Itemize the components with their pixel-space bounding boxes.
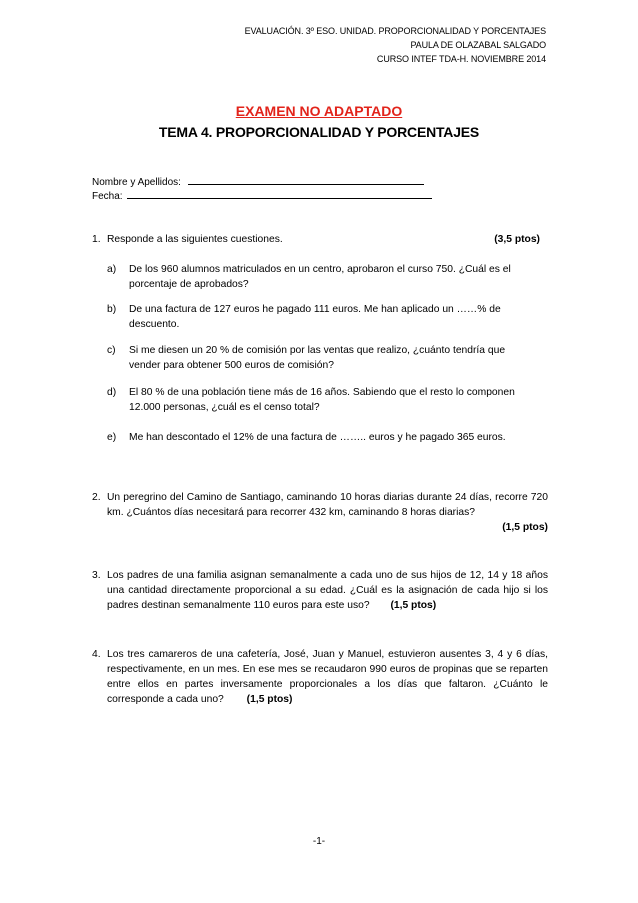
name-field-row xyxy=(92,174,424,188)
sub-question-text: El 80 % de una población tiene más de 16 años. Sabiendo que el resto lo componen 12.000 personas, ¿cuál es el censo total? xyxy=(129,387,515,413)
header-line-1: EVALUACIÓN. 3º ESO. UNIDAD. PROPORCIONALIDAD Y PORCENTAJES xyxy=(244,26,546,36)
question-points: (3,5 ptos) xyxy=(494,234,540,245)
question-points: (1,5 ptos) xyxy=(502,522,548,533)
sub-question-text: De una factura de 127 euros he pagado 111 euros. Me han aplicado un ……% de descuento. xyxy=(129,304,501,330)
question-points: (1,5 ptos) xyxy=(246,694,293,705)
sub-question-text: Me han descontado el 12% de una factura de …….. euros y he pagado 365 euros. xyxy=(129,432,506,443)
date-blank-line[interactable] xyxy=(127,188,432,199)
sub-question-label: d) xyxy=(107,387,117,398)
question-text: Un peregrino del Camino de Santiago, caminando 10 horas diarias durante 24 días, recorre 720 km. ¿Cuántos días necesitará para recorrer 432 km, caminando 8 horas diarias? xyxy=(107,492,548,518)
question-number: 4. xyxy=(92,649,101,660)
sub-question-d xyxy=(107,385,537,415)
sub-question-label: a) xyxy=(107,264,117,275)
exam-topic-title: TEMA 4. PROPORCIONALIDAD Y PORCENTAJES xyxy=(158,124,480,140)
question-number: 2. xyxy=(92,492,101,503)
sub-question-label: e) xyxy=(107,432,117,443)
header-line-2: PAULA DE OLAZABAL SALGADO xyxy=(410,40,546,50)
question-text: Responde a las siguientes cuestiones. xyxy=(107,234,283,245)
question-1 xyxy=(92,232,548,247)
name-label: Nombre y Apellidos: xyxy=(92,177,181,188)
header-line-3: CURSO INTEF TDA-H. NOVIEMBRE 2014 xyxy=(376,54,546,64)
sub-question-e xyxy=(107,430,537,445)
sub-question-label: b) xyxy=(107,304,117,315)
date-label: Fecha: xyxy=(92,191,123,202)
question-text: Los padres de una familia asignan semanalmente a cada uno de sus hijos de 12, 14 y 18 años una cantidad directamente proporcional a su edad. ¿Cuál es la asignación de cada hijo si los padres destinan semanalmente 110 euros para este uso? xyxy=(107,570,548,611)
sub-question-label: c) xyxy=(107,345,116,356)
question-3 xyxy=(92,568,548,613)
date-field-row xyxy=(92,188,432,202)
name-blank-line[interactable] xyxy=(188,174,424,185)
sub-question-b xyxy=(107,302,537,332)
question-text: Los tres camareros de una cafetería, José, Juan y Manuel, estuvieron ausentes 3, 4 y 6 días, respectivamente, en un mes. En ese mes se recaudaron 990 euros de propinas que se reparten entre ellos en partes inversamente proporcionales a los días que faltaron. ¿Cuánto le corresponde a cada uno? xyxy=(107,649,548,705)
page-header xyxy=(245,24,546,66)
sub-question-text: Si me diesen un 20 % de comisión por las ventas que realizo, ¿cuánto tendría que vender para obtener 500 euros de comisión? xyxy=(129,345,506,371)
exam-type-title: EXAMEN NO ADAPTADO xyxy=(235,103,403,119)
sub-question-a xyxy=(107,262,537,292)
question-2 xyxy=(92,490,548,535)
sub-question-text: De los 960 alumnos matriculados en un centro, aprobaron el curso 750. ¿Cuál es el porcentaje de aprobados? xyxy=(129,264,511,290)
question-points: (1,5 ptos) xyxy=(390,600,437,611)
question-number: 3. xyxy=(92,570,101,581)
question-4 xyxy=(92,647,548,707)
sub-question-c xyxy=(107,343,537,373)
page-number: -1- xyxy=(312,836,326,847)
question-number: 1. xyxy=(92,234,101,245)
